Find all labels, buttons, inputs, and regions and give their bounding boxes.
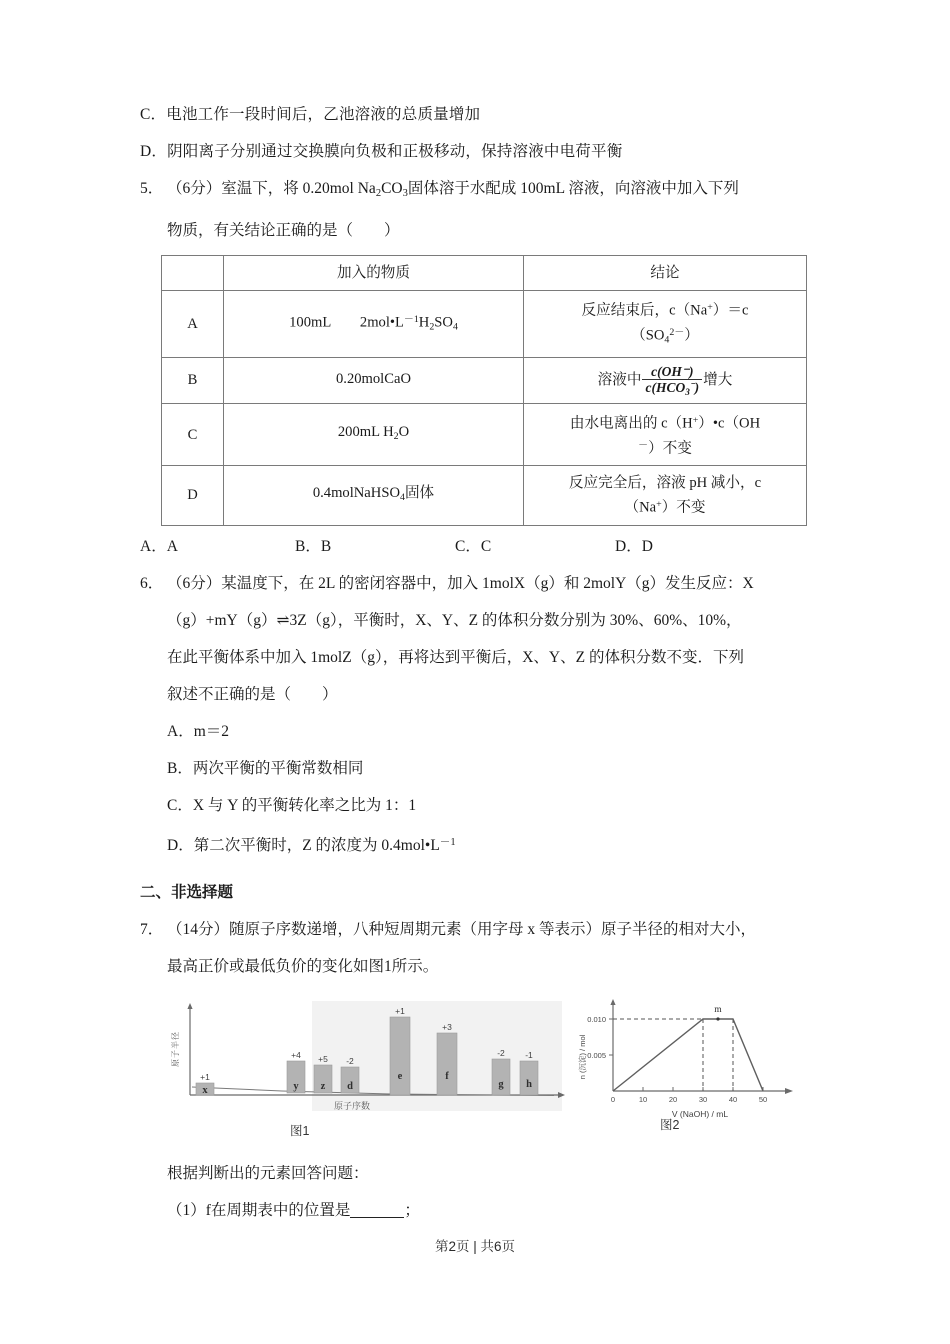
svg-text:原子半径: 原子半径 (171, 1030, 180, 1067)
row-conclusion-a: 反应结束后，c（Na+）＝c $(SO_4^{2-})$ (524, 290, 807, 357)
q5-stem-line2: 物质，有关结论正确的是（ ） (167, 221, 400, 239)
q5-answer-a[interactable]: A．A (140, 537, 178, 555)
figure-1-caption: 图1 (290, 1123, 310, 1138)
page-content (140, 96, 840, 1229)
svg-text:+1: +1 (200, 1071, 210, 1082)
q5-stem-line1: （6分）室温下，将 0.20mol $Na_2CO_3$固体溶于水配成 100mL 溶液，向溶液中加入下列 (167, 180, 739, 199)
question-7 (140, 911, 840, 1229)
svg-text:0: 0 (610, 1094, 616, 1104)
svg-text:-1: -1 (525, 1049, 533, 1060)
table-row (162, 404, 807, 466)
svg-text:30: 30 (698, 1094, 708, 1104)
q4-option-d: D．阴阳离子分别通过交换膜向负极和正极移动，保持溶液中电荷平衡 (140, 143, 623, 160)
q5-number: 5． (140, 180, 164, 197)
figure-2-caption: 图2 (660, 1117, 680, 1132)
row-conclusion-b: 溶液中 $\frac{c(OH^-)}{c(HCO_3^{^-})}$ 增大 (524, 357, 807, 403)
q5-answer-d[interactable]: D．D (615, 537, 653, 555)
svg-text:原子序数: 原子序数 (333, 1100, 371, 1111)
table-header-row (162, 255, 807, 290)
section-2-title: 二、非选择题 (140, 883, 234, 901)
svg-text:-2: -2 (497, 1047, 505, 1058)
q5-answer-c[interactable]: C．C (455, 537, 492, 555)
row-substance-a: 100mL $2mol•L^{-1}H_2SO_4$ (224, 290, 524, 357)
q7-followup-intro: 根据判断出的元素回答问题： (167, 1164, 369, 1182)
row-conclusion-c: 由水电离出的 c（H+）•c（OH －）不变 (524, 404, 807, 466)
table-row (162, 357, 807, 403)
page-footer: 第2页 | 共6页 (434, 1239, 516, 1254)
svg-text:0.005: 0.005 (587, 1050, 606, 1060)
question-6 (140, 565, 840, 864)
q7-subquestion-1: （1）f在周期表中的位置是 ； (167, 1201, 420, 1219)
svg-text:d: d (347, 1080, 353, 1092)
svg-text:+4: +4 (291, 1049, 301, 1060)
table-row (162, 466, 807, 526)
row-substance-c: 200mL $H_2O$ (224, 404, 524, 466)
q7-line2: 最高正价或最低负价的变化如图1所示。 (167, 957, 439, 975)
svg-text:y: y (293, 1080, 299, 1092)
q6-line3: 在此平衡体系中加入 1molZ（g），再将达到平衡后，X、Y、Z 的体积分数不变．下列 (167, 648, 744, 666)
q7-number: 7． (140, 920, 164, 938)
row-label-b: B (162, 357, 224, 403)
svg-text:0.010: 0.010 (587, 1014, 606, 1024)
q6-option-c[interactable]: C．X 与 Y 的平衡转化率之比为 1：1 (167, 796, 417, 814)
svg-text:f: f (445, 1070, 449, 1082)
svg-text:h: h (526, 1078, 532, 1090)
row-conclusion-d: 反应完全后，溶液 pH 减小，c （Na+）不变 (524, 466, 807, 526)
svg-text:+3: +3 (442, 1021, 452, 1032)
q5-table (161, 255, 807, 526)
q6-line4: 叙述不正确的是（ ） (167, 685, 338, 703)
svg-text:x: x (202, 1084, 208, 1096)
svg-text:z: z (320, 1080, 326, 1092)
svg-text:20: 20 (668, 1094, 678, 1104)
svg-text:-2: -2 (346, 1055, 354, 1066)
svg-text:40: 40 (728, 1094, 738, 1104)
row-substance-d: 0.4molNaHSO$_4$固体 (224, 466, 524, 526)
table-header-blank (162, 255, 224, 290)
q6-line2: （g）+mY（g）⇌3Z（g），平衡时，X、Y、Z 的体积分数分别为 30%、60%、10%， (167, 611, 742, 629)
row-substance-b: 0.20molCaO (224, 357, 524, 403)
figures-container (140, 995, 840, 1155)
svg-text:+5: +5 (318, 1053, 328, 1064)
concentration-ratio-fraction: $\frac{c(OH^-)}{c(HCO_3^{^-})}$ (642, 364, 702, 397)
q6-option-d[interactable]: D．第二次平衡时，Z 的浓度为 $0.4mol•L^{-1}$ (167, 836, 456, 854)
q5-answer-options (140, 528, 840, 565)
svg-text:g: g (498, 1078, 504, 1090)
q6-option-a[interactable]: A．m＝2 (167, 722, 230, 740)
svg-text:10: 10 (638, 1094, 648, 1104)
table-header-substance: 加入的物质 (224, 255, 524, 290)
q6-line1: （6分）某温度下，在 2L 的密闭容器中，加入 1molX（g）和 2molY（g）发生反应：X (167, 574, 754, 592)
svg-text:50: 50 (758, 1094, 768, 1104)
row-label-a: A (162, 290, 224, 357)
q6-option-b[interactable]: B．两次平衡的平衡常数相同 (167, 759, 364, 777)
svg-text:+1: +1 (395, 1005, 405, 1016)
table-header-conclusion: 结论 (524, 255, 807, 290)
q5-answer-b[interactable]: B．B (295, 537, 332, 555)
figure-1-bar-chart (162, 995, 582, 1125)
svg-text:n (沉淀) / mol: n (沉淀) / mol (578, 1034, 587, 1079)
question-5 (140, 170, 840, 565)
svg-text:V (NaOH) / mL: V (NaOH) / mL (671, 1108, 729, 1119)
q4-option-c: C．电池工作一段时间后，乙池溶液的总质量增加 (140, 106, 481, 123)
q6-number: 6． (140, 574, 164, 592)
figure-2-line-chart (565, 995, 815, 1125)
svg-text:e: e (397, 1070, 403, 1082)
row-label-c: C (162, 404, 224, 466)
answer-blank[interactable] (350, 1217, 404, 1218)
row-label-d: D (162, 466, 224, 526)
svg-text:m: m (714, 1004, 722, 1015)
q7-line1: （14分）随原子序数递增，八种短周期元素（用字母 x 等表示）原子半径的相对大小， (167, 920, 757, 938)
table-row (162, 290, 807, 357)
